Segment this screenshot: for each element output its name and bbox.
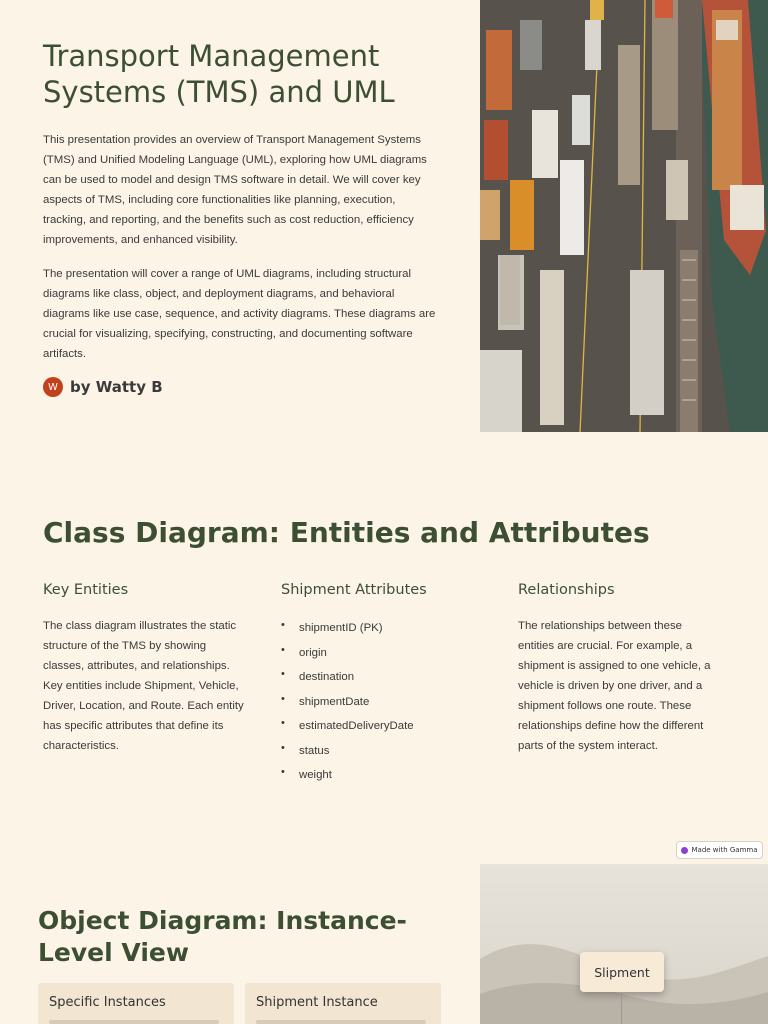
port-trucks-illustration <box>480 0 768 432</box>
card-text-placeholder <box>256 1020 426 1024</box>
slide-title <box>0 0 768 432</box>
list-item: • shipmentDate <box>281 690 491 715</box>
avatar: W <box>43 377 63 397</box>
card-specific-instances <box>38 983 234 1024</box>
list-item: • origin <box>281 641 491 666</box>
card-heading: Shipment Instance <box>256 995 378 1010</box>
object-diagram-photo <box>480 864 768 1024</box>
gamma-logo-icon <box>681 847 688 854</box>
list-item: • weight <box>281 763 491 788</box>
slide-2-title: Class Diagram: Entities and Attributes <box>43 516 650 549</box>
author-line <box>43 377 163 397</box>
card-shipment-instance <box>245 983 441 1024</box>
slide-class-diagram <box>0 432 768 864</box>
column-shipment-attributes <box>281 582 491 788</box>
intro-paragraph-2: The presentation will cover a range of UML diagrams, including structural diagrams like class, object, and deployment diagrams, and behavioral diagrams like use case, sequence, and activity diagrams. These diagrams are crucial for visualizing, specifying, constructing, and documenting software artifacts. <box>43 268 436 360</box>
column-heading: Relationships <box>518 582 615 598</box>
column-key-entities <box>43 582 253 756</box>
list-item: • estimatedDeliveryDate <box>281 714 491 739</box>
badge-label: Made with Gamma <box>691 846 758 854</box>
column-heading: Shipment Attributes <box>281 582 427 598</box>
made-with-gamma-badge[interactable] <box>676 841 763 859</box>
intro-paragraph-1: This presentation provides an overview of Transport Management Systems (TMS) and Unified Modeling Language (UML), exploring how UML diagrams can be used to model and design TMS software in detail. We will cover key aspects of TMS, including core functionalities like planning, execution, tracking, and reporting, and the benefits such as cost reduction, efficiency improvements, and enhanced visibility. <box>43 134 427 246</box>
attribute-list <box>281 616 491 788</box>
slide-object-diagram <box>0 864 768 1024</box>
column-relationships <box>518 582 728 756</box>
card-heading: Specific Instances <box>49 995 166 1010</box>
list-item: • destination <box>281 665 491 690</box>
slide-3-title: Object Diagram: Instance-Level View <box>38 906 407 967</box>
author-name: by Watty B <box>70 378 163 396</box>
column-text: The class diagram illustrates the static structure of the TMS by showing classes, attributes, and relationships. Key entities include Shipment, Vehicle, Driver, Location, and Route. Each entity has specific attributes that define its characteristics. <box>43 620 244 752</box>
column-text: The relationships between these entities are crucial. For example, a shipment is assigned to one vehicle, a vehicle is driven by one driver, and a shipment follows one route. These relationships define how the different parts of the system interact. <box>518 620 711 752</box>
slide-1-title: Transport Management Systems (TMS) and UML <box>43 39 395 109</box>
list-item: • shipmentID (PK) <box>281 616 491 641</box>
connector-line <box>621 992 622 1024</box>
column-heading: Key Entities <box>43 582 129 598</box>
list-item: • status <box>281 739 491 764</box>
port-trucks-photo <box>480 0 768 432</box>
slipment-node: Slipment <box>580 952 664 992</box>
misty-hills-illustration <box>480 864 768 1024</box>
card-text-placeholder <box>49 1020 219 1024</box>
